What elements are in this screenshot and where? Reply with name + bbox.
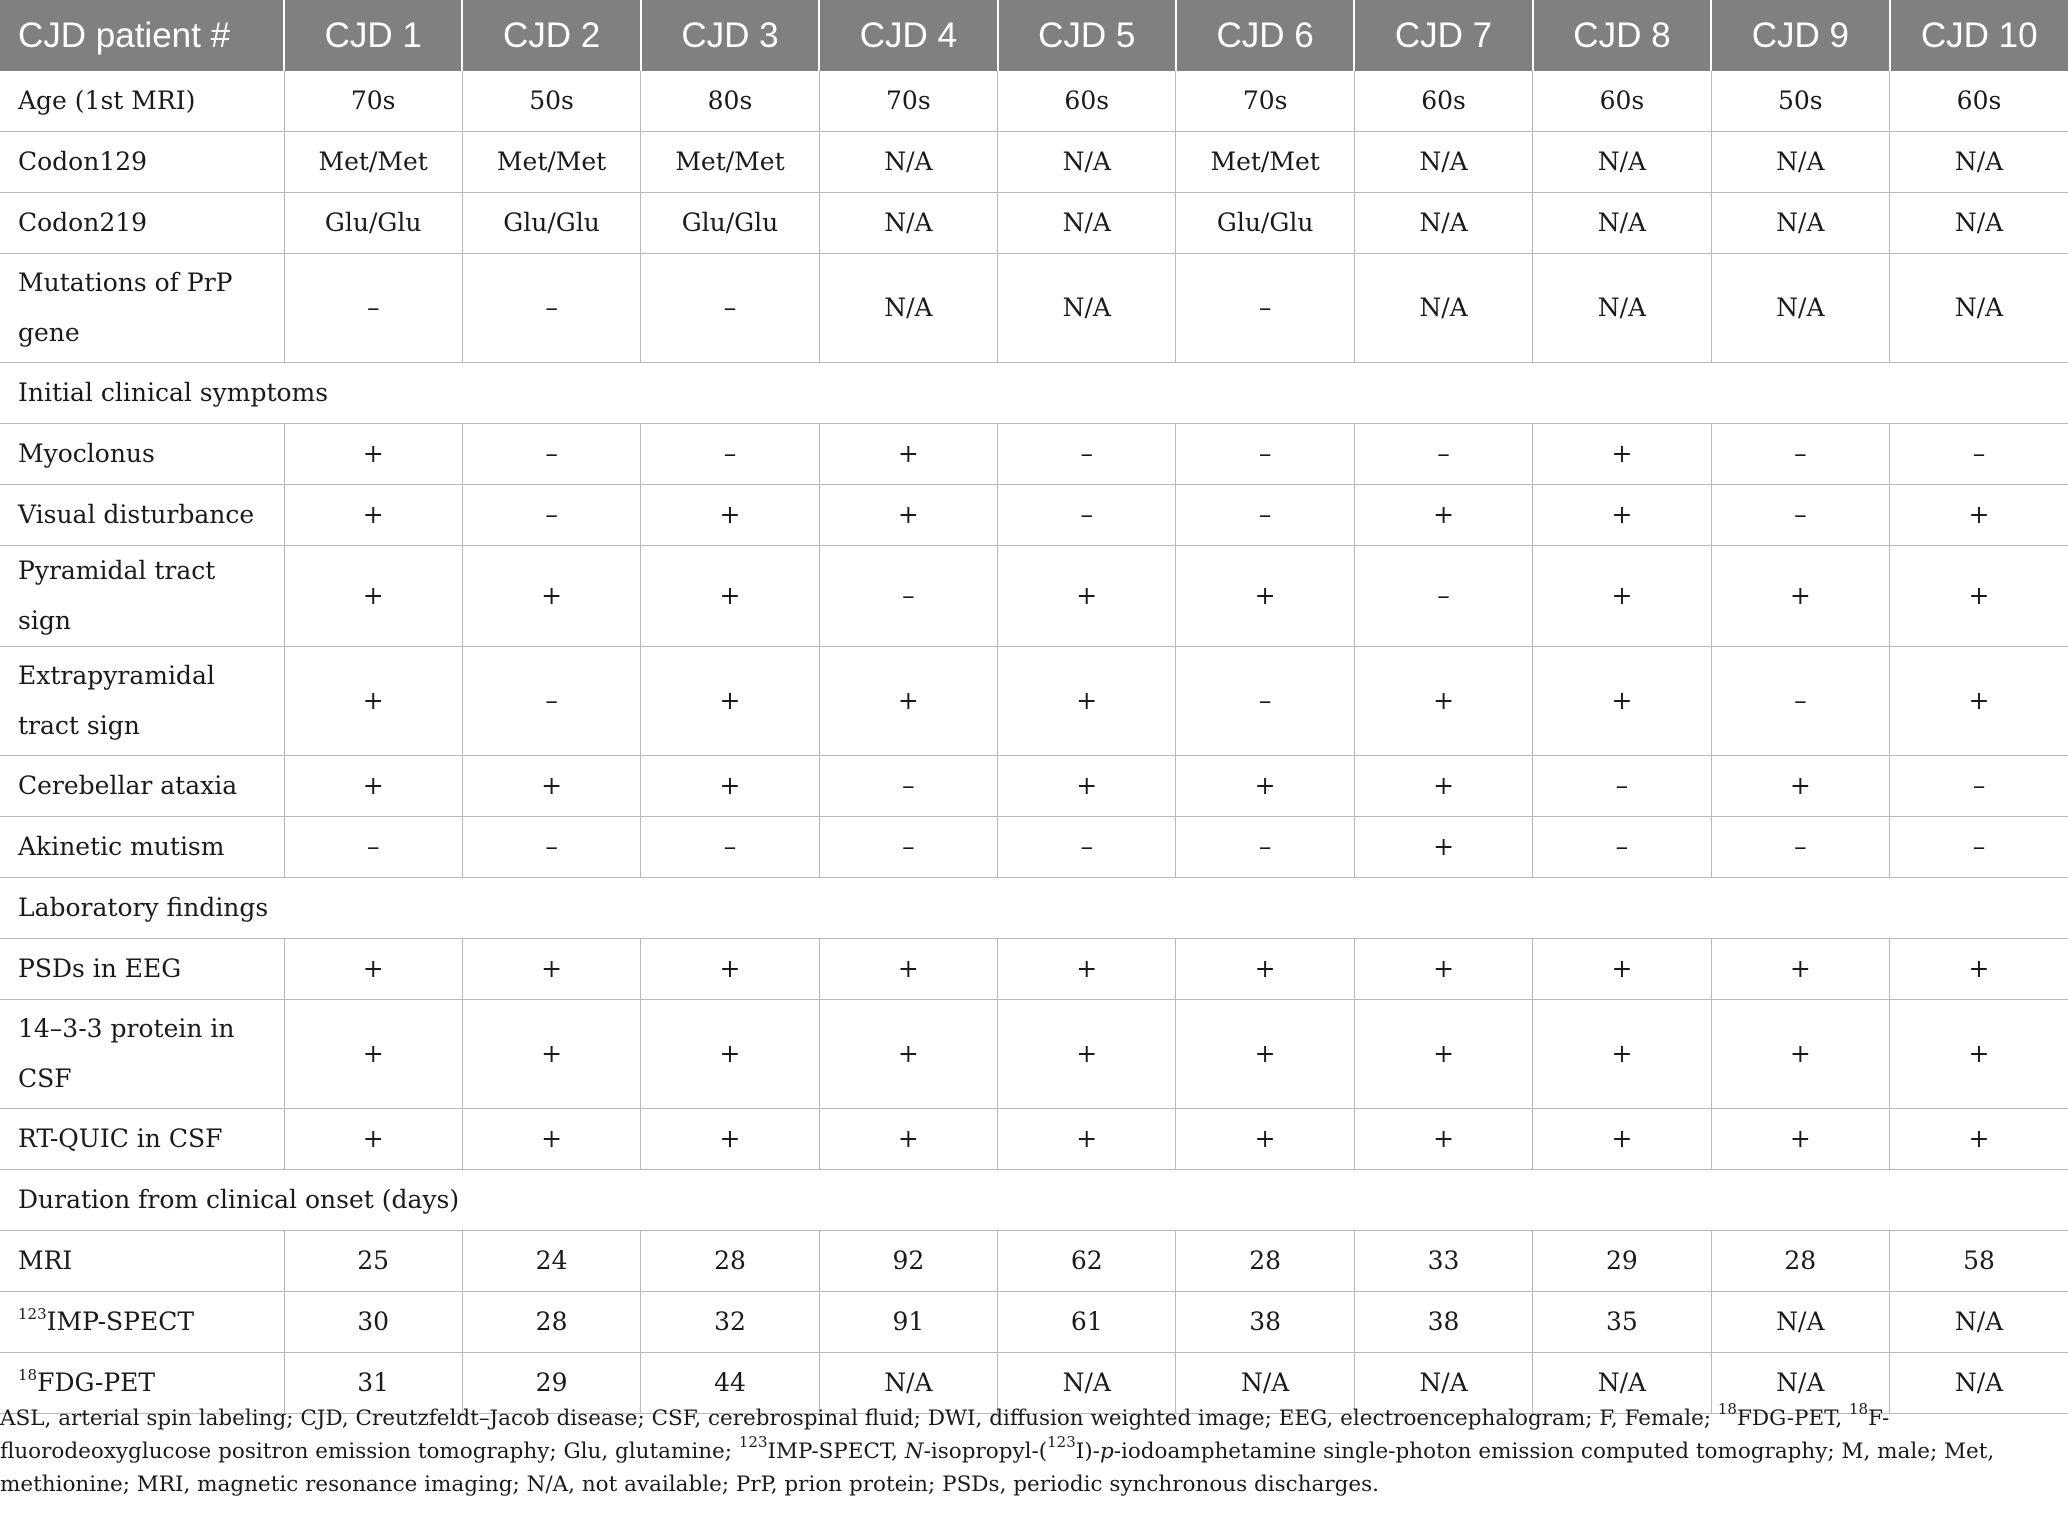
table-cell: Glu/Glu — [284, 193, 462, 254]
table-cell: 62 — [998, 1231, 1176, 1292]
table-cell: 60s — [1533, 71, 1711, 132]
footnote-superscript: 18 — [1717, 1400, 1737, 1418]
table-cell: 28 — [1711, 1231, 1889, 1292]
table-cell: N/A — [1890, 254, 2068, 363]
table-cell: – — [462, 647, 640, 756]
table-cell: N/A — [1533, 132, 1711, 193]
table-cell: + — [462, 939, 640, 1000]
table-cell: + — [819, 485, 997, 546]
table-cell: + — [1890, 546, 2068, 647]
table-cell: – — [462, 254, 640, 363]
header-cell-patient: CJD 3 — [641, 0, 819, 71]
table-cell: + — [1890, 485, 2068, 546]
table-cell: 24 — [462, 1231, 640, 1292]
table-cell: + — [1354, 647, 1532, 756]
table-cell: N/A — [1354, 132, 1532, 193]
table-cell: N/A — [998, 254, 1176, 363]
table-cell: + — [1354, 485, 1532, 546]
table-cell: N/A — [1533, 1353, 1711, 1414]
table-cell: – — [641, 817, 819, 878]
table-cell: – — [1354, 424, 1532, 485]
table-cell: N/A — [998, 1353, 1176, 1414]
table-cell: + — [1354, 1109, 1532, 1170]
header-cell-patient: CJD 4 — [819, 0, 997, 71]
table-cell: 60s — [998, 71, 1176, 132]
row-label: Codon219 — [0, 193, 284, 254]
table-cell: + — [819, 424, 997, 485]
table-cell: + — [284, 546, 462, 647]
table-cell: + — [1176, 546, 1354, 647]
table-cell: + — [462, 1109, 640, 1170]
table-cell: + — [1890, 647, 2068, 756]
header-cell-patient: CJD 2 — [462, 0, 640, 71]
table-cell: – — [998, 817, 1176, 878]
row-label: 14–3-3 protein in CSF — [0, 1000, 284, 1109]
table-row — [0, 817, 2068, 878]
table-cell: 92 — [819, 1231, 997, 1292]
table-cell: N/A — [1354, 254, 1532, 363]
section-row — [0, 363, 2068, 424]
row-label-text: FDG-PET — [37, 1368, 156, 1397]
header-cell-patient: CJD 7 — [1354, 0, 1532, 71]
table-cell: + — [284, 939, 462, 1000]
footnote-superscript: 123 — [738, 1433, 768, 1451]
table-cell: 28 — [462, 1292, 640, 1353]
table-cell: Met/Met — [1176, 132, 1354, 193]
header-cell-patient: CJD 10 — [1890, 0, 2068, 71]
table-cell: + — [998, 647, 1176, 756]
table-cell: 50s — [1711, 71, 1889, 132]
row-label: Myoclonus — [0, 424, 284, 485]
table-cell: + — [462, 546, 640, 647]
row-label: Akinetic mutism — [0, 817, 284, 878]
table-cell: 44 — [641, 1353, 819, 1414]
table-cell: + — [284, 756, 462, 817]
footnote-text: I)- — [1075, 1439, 1100, 1464]
table-cell: Glu/Glu — [1176, 193, 1354, 254]
table-cell: 70s — [1176, 71, 1354, 132]
footnote-text: -iodoamphetamine single-photon emission computed tomography; M, male; Met, methionine; MRI, magnetic resonance imaging; N/A, not available; PrP, prion protein; PSDs, periodic synchronous discharges. — [0, 1439, 1995, 1497]
table-cell: N/A — [998, 132, 1176, 193]
table-cell: 70s — [284, 71, 462, 132]
table-cell: + — [641, 485, 819, 546]
table-cell: – — [1890, 756, 2068, 817]
row-label-superscript: 123 — [18, 1305, 47, 1323]
table-cell: + — [1711, 1000, 1889, 1109]
row-label: Extrapyramidal tract sign — [0, 647, 284, 756]
table-cell: + — [284, 485, 462, 546]
table-cell: – — [1711, 647, 1889, 756]
table-cell: + — [1890, 1109, 2068, 1170]
footnote-text: -isopropyl-( — [923, 1439, 1048, 1464]
table-cell: + — [1711, 939, 1889, 1000]
table-cell: 91 — [819, 1292, 997, 1353]
table-cell: 31 — [284, 1353, 462, 1414]
table-cell: + — [998, 1109, 1176, 1170]
table-cell: – — [1354, 546, 1532, 647]
table-cell: – — [1176, 254, 1354, 363]
row-label: Age (1st MRI) — [0, 71, 284, 132]
row-label-text: IMP-SPECT — [46, 1307, 195, 1336]
table-cell: + — [998, 756, 1176, 817]
table-cell: Met/Met — [462, 132, 640, 193]
section-row — [0, 878, 2068, 939]
table-cell: N/A — [1711, 1292, 1889, 1353]
table-row — [0, 1109, 2068, 1170]
table-cell: Met/Met — [641, 132, 819, 193]
table-cell: Glu/Glu — [641, 193, 819, 254]
table-cell: + — [462, 756, 640, 817]
table-cell: N/A — [819, 132, 997, 193]
table-cell: – — [1533, 817, 1711, 878]
table-cell: 80s — [641, 71, 819, 132]
table-cell: + — [1533, 546, 1711, 647]
table-cell: + — [1354, 939, 1532, 1000]
table-cell: – — [819, 756, 997, 817]
table-cell: 61 — [998, 1292, 1176, 1353]
table-cell: – — [1176, 817, 1354, 878]
footnote-italic: N — [904, 1439, 924, 1464]
table-row — [0, 424, 2068, 485]
table-cell: – — [462, 424, 640, 485]
table-cell: 29 — [1533, 1231, 1711, 1292]
table-cell: + — [1176, 939, 1354, 1000]
table-cell: + — [641, 546, 819, 647]
table-cell: – — [284, 254, 462, 363]
table-cell: Met/Met — [284, 132, 462, 193]
section-heading: Initial clinical symptoms — [0, 363, 2068, 424]
table-cell: + — [1890, 939, 2068, 1000]
table-cell: 30 — [284, 1292, 462, 1353]
row-label: Codon129 — [0, 132, 284, 193]
row-label: Mutations of PrP gene — [0, 254, 284, 363]
table-cell: N/A — [1533, 193, 1711, 254]
table-cell: + — [819, 1000, 997, 1109]
footnote-text: ASL, arterial spin labeling; CJD, Creutzfeldt–Jacob disease; CSF, cerebrospinal fluid; DWI, diffusion weighted image; EEG, electroencephalogram; F, Female; — [0, 1406, 1718, 1431]
table-cell: 58 — [1890, 1231, 2068, 1292]
table-cell: + — [819, 647, 997, 756]
table-cell: – — [1176, 424, 1354, 485]
row-label: PSDs in EEG — [0, 939, 284, 1000]
table-cell: N/A — [1890, 1292, 2068, 1353]
table-cell: + — [998, 546, 1176, 647]
table-cell: + — [641, 647, 819, 756]
table-cell: – — [1890, 424, 2068, 485]
table-body — [0, 71, 2068, 1414]
table-cell: – — [1176, 485, 1354, 546]
table-row — [0, 485, 2068, 546]
table-cell: + — [641, 756, 819, 817]
table-cell: + — [1354, 1000, 1532, 1109]
table-cell: + — [998, 1000, 1176, 1109]
footnote-superscript: 123 — [1047, 1433, 1076, 1451]
table-cell: + — [1533, 485, 1711, 546]
table-cell: + — [1711, 546, 1889, 647]
table-cell: – — [462, 817, 640, 878]
header-cell-patient: CJD 5 — [998, 0, 1176, 71]
table-cell: + — [1176, 1109, 1354, 1170]
table-cell: 70s — [819, 71, 997, 132]
footnote-italic: p — [1099, 1439, 1114, 1464]
section-heading: Duration from clinical onset (days) — [0, 1170, 2068, 1231]
table-cell: – — [998, 485, 1176, 546]
table-row — [0, 71, 2068, 132]
table-cell: + — [284, 1000, 462, 1109]
table-cell: + — [284, 1109, 462, 1170]
table-cell: + — [1176, 1000, 1354, 1109]
table-row — [0, 193, 2068, 254]
table-cell: 60s — [1354, 71, 1532, 132]
table-cell: – — [284, 817, 462, 878]
table-cell: N/A — [1890, 193, 2068, 254]
table-cell: + — [284, 647, 462, 756]
row-label: Cerebellar ataxia — [0, 756, 284, 817]
table-cell: – — [998, 424, 1176, 485]
table-cell: N/A — [1711, 193, 1889, 254]
table-cell: – — [1711, 817, 1889, 878]
table-cell: + — [641, 1109, 819, 1170]
table-cell: + — [1533, 647, 1711, 756]
table-cell: + — [1354, 817, 1532, 878]
table-cell: N/A — [1354, 193, 1532, 254]
header-cell-patient: CJD 8 — [1533, 0, 1711, 71]
table-cell: 25 — [284, 1231, 462, 1292]
table-row — [0, 756, 2068, 817]
table-cell: + — [1711, 1109, 1889, 1170]
table-cell: + — [641, 939, 819, 1000]
table-cell: N/A — [1176, 1353, 1354, 1414]
table-cell: + — [819, 1109, 997, 1170]
table-cell: 33 — [1354, 1231, 1532, 1292]
table-cell: – — [819, 817, 997, 878]
table-row — [0, 939, 2068, 1000]
table-cell: + — [641, 1000, 819, 1109]
row-label: Pyramidal tract sign — [0, 546, 284, 647]
table-row — [0, 132, 2068, 193]
table-cell: + — [1711, 756, 1889, 817]
table-cell: Glu/Glu — [462, 193, 640, 254]
footnote-superscript: 18 — [1849, 1400, 1869, 1418]
row-label: Visual disturbance — [0, 485, 284, 546]
table-row — [0, 546, 2068, 647]
table-footnote — [0, 1402, 2050, 1501]
table-cell: – — [1533, 756, 1711, 817]
footnote-text: FDG-PET, — [1736, 1406, 1849, 1431]
table-cell: 60s — [1890, 71, 2068, 132]
table-row — [0, 647, 2068, 756]
table-cell: N/A — [1354, 1353, 1532, 1414]
table-cell: 29 — [462, 1353, 640, 1414]
table-cell: + — [1533, 939, 1711, 1000]
table-cell: – — [641, 424, 819, 485]
footnote-text: F-fluorodeoxyglucose positron emission tomography; Glu, glutamine; — [0, 1406, 1890, 1464]
row-label: MRI — [0, 1231, 284, 1292]
table-cell: + — [998, 939, 1176, 1000]
table-cell: N/A — [1711, 1353, 1889, 1414]
row-label: RT-QUIC in CSF — [0, 1109, 284, 1170]
header-cell-patient: CJD 6 — [1176, 0, 1354, 71]
table-cell: N/A — [1711, 254, 1889, 363]
table-cell: + — [1354, 756, 1532, 817]
table-cell: N/A — [819, 193, 997, 254]
table-cell: 32 — [641, 1292, 819, 1353]
table-cell: + — [1533, 424, 1711, 485]
table-cell: – — [1176, 647, 1354, 756]
table-cell: + — [284, 424, 462, 485]
row-label-superscript: 18 — [18, 1366, 38, 1384]
table-cell: + — [819, 939, 997, 1000]
table-cell: + — [1176, 756, 1354, 817]
table-row — [0, 254, 2068, 363]
table-row — [0, 1292, 2068, 1353]
table-header — [0, 0, 2068, 71]
table-cell: + — [1890, 1000, 2068, 1109]
table-cell: N/A — [1890, 132, 2068, 193]
table-cell: + — [1533, 1109, 1711, 1170]
header-cell-label: CJD patient # — [0, 0, 284, 71]
table-cell: 28 — [641, 1231, 819, 1292]
section-row — [0, 1170, 2068, 1231]
table-cell: – — [1711, 485, 1889, 546]
table-cell: N/A — [819, 254, 997, 363]
table-cell: N/A — [1711, 132, 1889, 193]
table-cell: 38 — [1354, 1292, 1532, 1353]
row-label — [0, 1292, 284, 1353]
footnote-text: IMP-SPECT, — [767, 1439, 905, 1464]
header-cell-patient: CJD 9 — [1711, 0, 1889, 71]
table-cell: – — [641, 254, 819, 363]
table-cell: N/A — [998, 193, 1176, 254]
table-cell: – — [819, 546, 997, 647]
table-cell: – — [1890, 817, 2068, 878]
table-cell: N/A — [819, 1353, 997, 1414]
table-cell: N/A — [1890, 1353, 2068, 1414]
table-cell: 28 — [1176, 1231, 1354, 1292]
table-cell: 50s — [462, 71, 640, 132]
table-cell: – — [462, 485, 640, 546]
header-row — [0, 0, 2068, 71]
table-row — [0, 1231, 2068, 1292]
table-cell: 38 — [1176, 1292, 1354, 1353]
table-cell: – — [1711, 424, 1889, 485]
table-cell: N/A — [1533, 254, 1711, 363]
section-heading: Laboratory findings — [0, 878, 2068, 939]
header-cell-patient: CJD 1 — [284, 0, 462, 71]
table-cell: 35 — [1533, 1292, 1711, 1353]
table-cell: + — [1533, 1000, 1711, 1109]
table-row — [0, 1000, 2068, 1109]
table-cell: + — [462, 1000, 640, 1109]
